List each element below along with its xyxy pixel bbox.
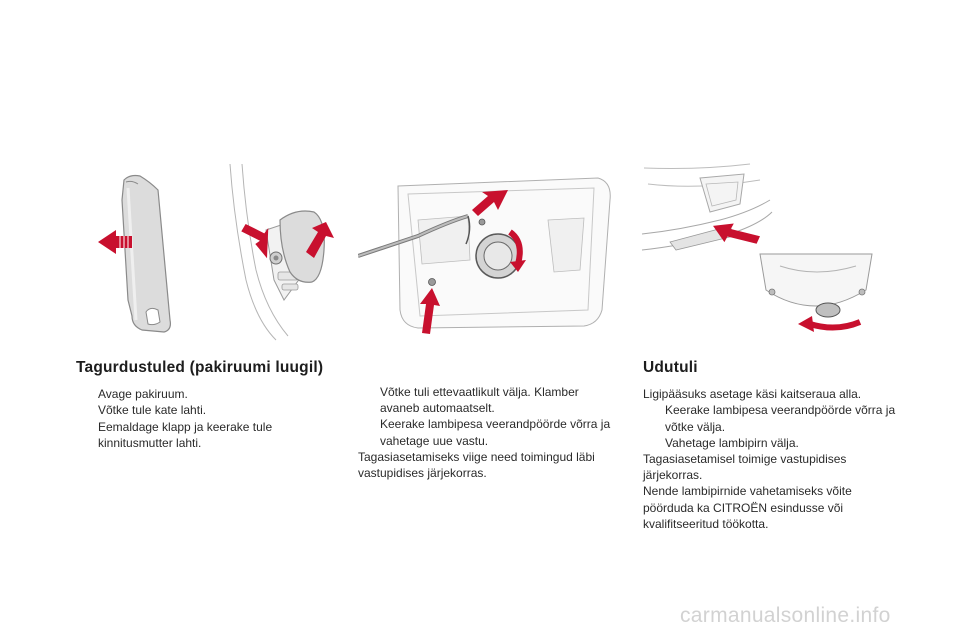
list-item-text: Võtke tuli ettevaatlikult välja. Klamber avaneb automaatselt. <box>380 385 579 416</box>
section-heading: Tagurdustuled (pakiruumi luugil) <box>76 359 324 376</box>
list-item <box>358 416 620 448</box>
section-lamp-replacement <box>358 384 620 481</box>
list-item-text: Võtke tule kate lahti. <box>98 403 207 418</box>
rotate-arrow-icon <box>798 316 860 332</box>
watermark: carmanualsonline.info <box>680 604 891 627</box>
list-item <box>358 384 620 416</box>
section-reversing-lamps <box>76 360 346 451</box>
list-item <box>76 419 298 451</box>
illustration-flap-nut <box>226 160 338 344</box>
section-fog-lamp <box>643 360 913 532</box>
list-item-text: Avage pakiruum. <box>98 387 188 402</box>
list-item <box>76 402 346 418</box>
illustration-fog-lamp <box>640 160 880 344</box>
illustration-light-cover <box>88 160 198 344</box>
intro-text: Ligipääsuks asetage käsi kaitseraua alla. <box>643 387 862 402</box>
list-item <box>643 435 913 451</box>
list-item <box>76 386 346 402</box>
refit-note: Tagasiasetamiseks viige need toimingud läbi vastupidises järjekorras. <box>358 449 595 481</box>
dealer-note: Nende lambipirnide vahetamiseks võite pöörduda ka CITROËN esindusse või kvalifitseeritud töökotta. <box>643 484 852 531</box>
arrow-icon <box>237 223 272 258</box>
illustration-lamp-holder <box>358 160 616 344</box>
list-item-text: Keerake lambipesa veerandpöörde võrra ja vahetage uue vastu. <box>380 417 611 448</box>
list-item-text: Keerake lambipesa veerandpöörde võrra ja võtke välja. <box>665 403 896 434</box>
list-item <box>643 402 913 434</box>
list-item-text: Vahetage lambipirn välja. <box>665 435 799 450</box>
list-item-text: Eemaldage klapp ja keerake tule kinnitusmutter lahti. <box>98 419 273 450</box>
refit-note: Tagasiasetamisel toimige vastupidises järjekorras. <box>643 452 847 483</box>
section-heading: Udutuli <box>643 359 698 376</box>
